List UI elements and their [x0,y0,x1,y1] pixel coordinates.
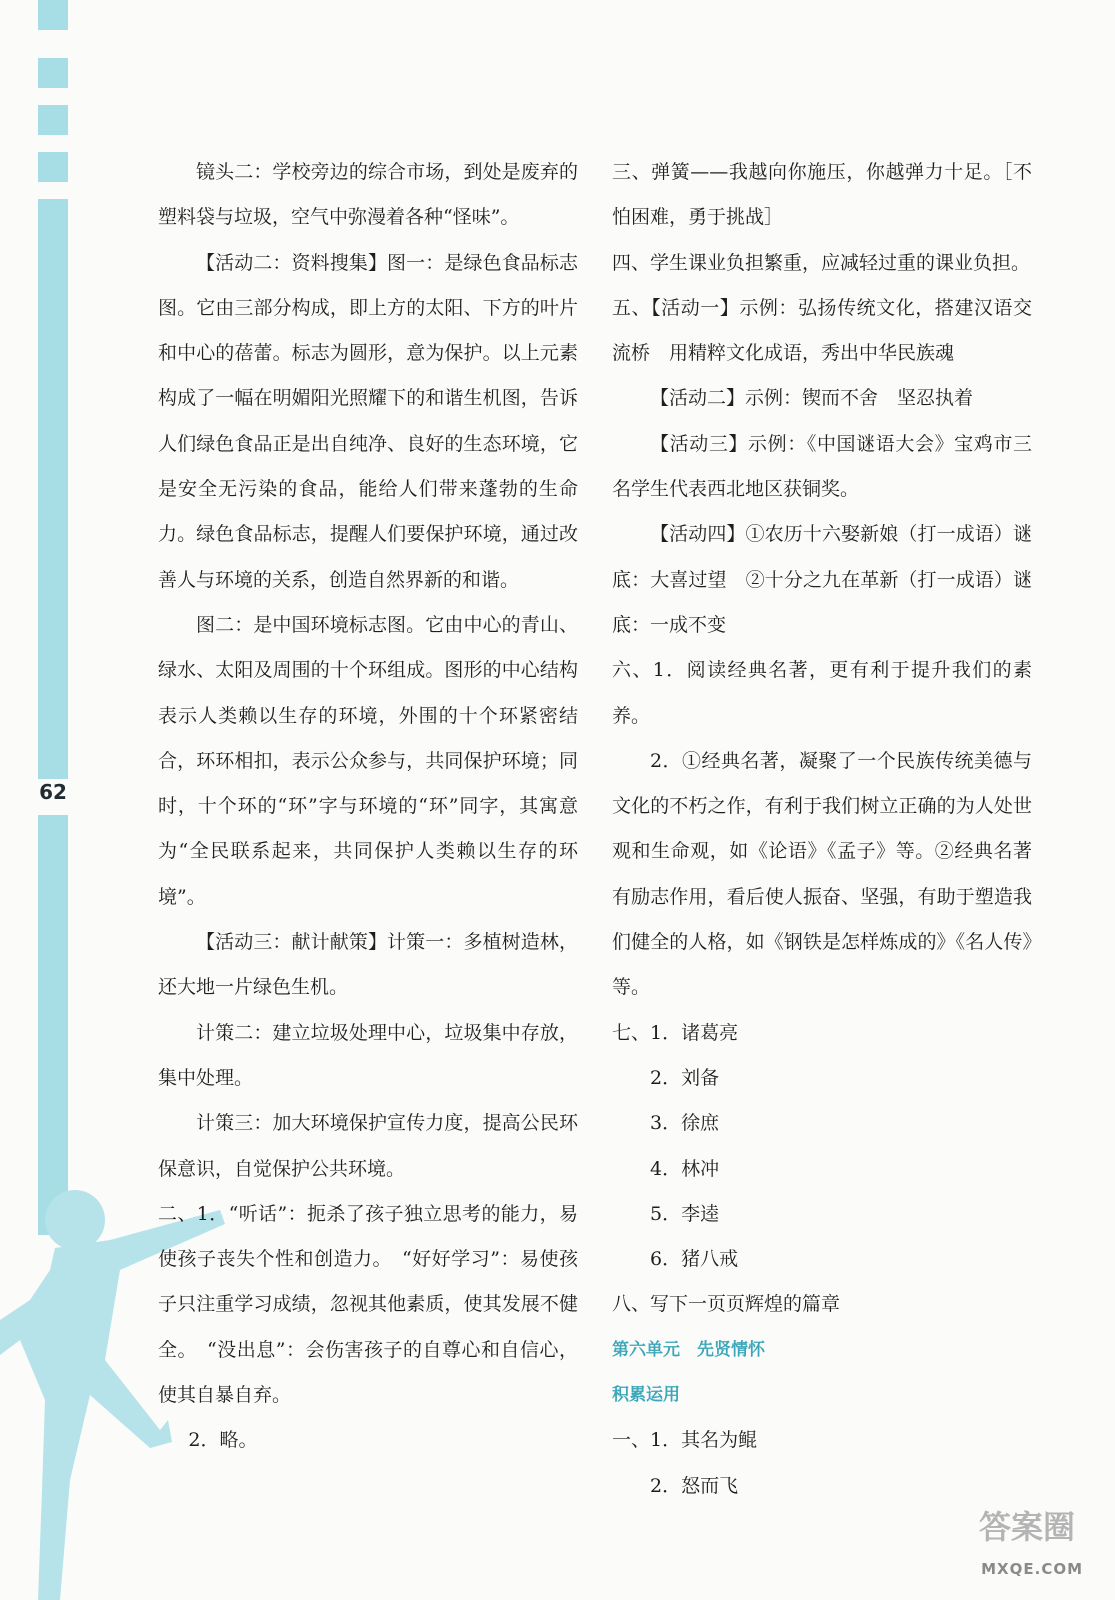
strip-block [38,152,68,182]
answer-paragraph: 六、1．阅读经典名著，更有利于提升我们的素养。 [612,659,1032,727]
answer-paragraph: 计策三：加大环境保护宣传力度，提高公民环保意识，自觉保护公共环境。 [158,1112,578,1180]
answer-paragraph: 图二：是中国环境标志图。它由中心的青山、绿水、太阳及周围的十个环组成。图形的中心结构表示人类赖以生存的环境，外围的十个环紧密结合，环环相扣，表示公众参与，共同保护环境；同时，十个环的“环”字与环境的“环”同字，其寓意为“全民联系起来，共同保护人类赖以生存的环境”。 [158,613,578,908]
answer-paragraph: 2．①经典名著，凝聚了一个民族传统美德与文化的不朽之作，有利于我们树立正确的为人处世观和生命观，如《论语》《孟子》等。②经典名著有励志作用，看后使人振奋、坚强，有助于塑造我们健全的人格，如《钢铁是怎样炼成的》《名人传》等。 [612,749,1032,999]
strip-block [38,0,68,30]
answer-paragraph: 七、1．诸葛亮 [612,1021,739,1044]
answer-paragraph: 计策二：建立垃圾处理中心，垃圾集中存放，集中处理。 [158,1021,578,1089]
answer-paragraph: 【活动三】示例：《中国谜语大会》宝鸡市三名学生代表西北地区获铜奖。 [612,432,1032,501]
answer-paragraph: 三、弹簧——我越向你施压，你越弹力十足。［不怕困难，勇于挑战］ [612,161,1032,229]
page-number: 62 [28,780,78,804]
strip-block [38,58,68,88]
answer-paragraph: 一、1．其名为鲲 [612,1429,758,1452]
answer-paragraph: 2．刘备 [650,1066,720,1089]
answer-paragraph: 5．李逵 [650,1202,720,1225]
answer-paragraph: 八、写下一页页辉煌的篇章 [612,1293,841,1316]
answer-paragraph: 【活动二】示例：锲而不舍 坚忍执着 [650,387,974,410]
answer-paragraph: 【活动三：献计献策】计策一：多植树造林，还大地一片绿色生机。 [158,931,578,999]
answer-paragraph: 五、【活动一】示例：弘扬传统文化，搭建汉语交流桥 用精粹文化成语，秀出中华民族魂 [612,296,1032,365]
right-answer-column [612,150,1032,1509]
answer-paragraph: 3．徐庶 [650,1112,720,1135]
unit-heading: 第六单元 先贤情怀 [612,1339,765,1360]
strip-block [38,199,68,779]
watermark-url: MXQE.COM [981,1560,1083,1578]
answer-paragraph: 【活动二：资料搜集】图一：是绿色食品标志图。它由三部分构成，即上方的太阳、下方的叶片和中心的蓓蕾。标志为圆形，意为保护。以上元素构成了一幅在明媚阳光照耀下的和谐生机图，告诉人们绿色食品正是出自纯净、良好的生态环境，它是安全无污染的食品，能给人们带来蓬勃的生命力。绿色食品标志，提醒人们要保护环境，通过改善人与环境的关系，创造自然界新的和谐。 [158,251,578,591]
left-answer-column [158,150,578,1464]
answer-paragraph: 镜头二：学校旁边的综合市场，到处是废弃的塑料袋与垃圾，空气中弥漫着各种“怪味”。 [158,161,578,229]
answer-paragraph: 【活动四】①农历十六娶新娘（打一成语）谜底：大喜过望 ②十分之九在革新（打一成语）谜底：一成不变 [612,523,1032,636]
answer-paragraph: 6．猪八戒 [650,1248,739,1271]
answer-paragraph: 2．怒而飞 [650,1474,739,1497]
answer-paragraph: 2．略。 [188,1429,258,1452]
strip-block [38,105,68,135]
answer-paragraph: 四、学生课业负担繁重，应减轻过重的课业负担。 [612,251,1031,274]
answer-paragraph: 4．林冲 [650,1157,720,1180]
watermark-logo: 答案圈 [978,1508,1075,1546]
answer-paragraph: 二、1．“听话”：扼杀了孩子独立思考的能力，易使孩子丧失个性和创造力。 “好好学习”：易使孩子只注重学习成绩，忽视其他素质，使其发展不健全。 “没出息”：会伤害孩子的自尊心和自信心，使其自暴自弃。 [158,1202,578,1407]
strip-block [38,815,68,1235]
section-heading: 积累运用 [612,1385,680,1406]
